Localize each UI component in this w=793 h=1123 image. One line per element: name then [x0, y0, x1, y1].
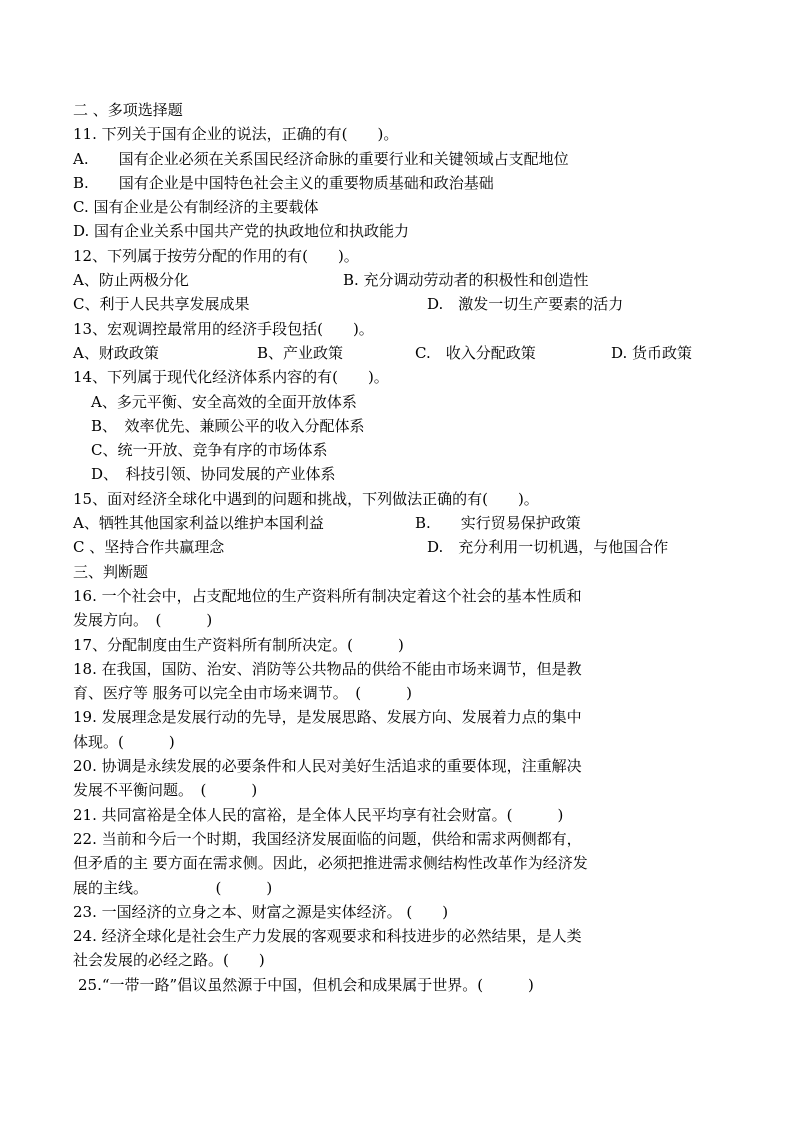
question-16-line-2: 发展方向。 ( ): [73, 611, 213, 630]
question-18-line-2: 育、医疗等 服务可以完全由市场来调节。 ( ): [73, 684, 412, 703]
question-23: 23. 一国经济的立身之本、财富之源是实体经济。 ( ): [73, 902, 449, 921]
exam-page: [73, 98, 723, 997]
question-11-option-d: D. 国有企业关系中国共产党的执政地位和执政能力: [73, 222, 410, 241]
question-15-stem: 15、面对经济全球化中遇到的问题和挑战，下列做法正确的有( )。: [73, 489, 539, 508]
option-text: 国有企业是中国特色社会主义的重要物质基础和政治基础: [118, 173, 494, 192]
question-12-option-a: A、防止两极分化: [73, 271, 189, 290]
question-21: 21. 共同富裕是全体人民的富裕，是全体人民平均享有社会财富。( ): [73, 805, 564, 824]
question-24-line-2: 社会发展的必经之路。( ): [73, 951, 265, 970]
question-16-line-1: 16. 一个社会中，占支配地位的生产资料所有制决定着这个社会的基本性质和: [73, 586, 582, 605]
question-15-option-d: D. 充分利用一切机遇，与他国合作: [427, 538, 669, 557]
question-13-options-row: [73, 341, 723, 365]
question-13-option-d: D. 货币政策: [611, 343, 693, 362]
question-25: 25.“一带一路”倡议虽然源于中国，但机会和成果属于世界。( ): [78, 975, 534, 994]
question-20-line-1: 20. 协调是永续发展的必要条件和人民对美好生活追求的重要体现，注重解决: [73, 757, 582, 776]
question-22-line-1: 22. 当前和今后一个时期，我国经济发展面临的问题，供给和需求两侧都有，: [73, 829, 582, 848]
question-12-option-c: C、利于人民共享发展成果: [73, 295, 250, 314]
question-11-option-b: [73, 171, 723, 195]
question-18-line-1: 18. 在我国，国防、治安、消防等公共物品的供给不能由市场来调节，但是教: [73, 659, 582, 678]
question-22-line-2: 但矛盾的主 要方面在需求侧。因此，必须把推进需求侧结构性改革作为经济发: [73, 854, 588, 873]
question-12-option-d: D. 激发一切生产要素的活力: [427, 295, 624, 314]
question-11-option-c: C. 国有企业是公有制经济的主要载体: [73, 198, 319, 217]
option-key: B.: [73, 173, 89, 192]
question-14-option-b: B、 效率优先、兼顾公平的收入分配体系: [91, 416, 365, 435]
question-14-option-c: C、统一开放、竞争有序的市场体系: [91, 441, 328, 460]
question-13-option-a: A、财政政策: [73, 343, 159, 362]
question-20-line-2: 发展不平衡问题。 ( ): [73, 781, 258, 800]
question-17: 17、分配制度由生产资料所有制所决定。( ): [73, 635, 404, 654]
question-19-line-1: 19. 发展理念是发展行动的先导，是发展思路、发展方向、发展着力点的集中: [73, 708, 582, 727]
question-13-stem: 13、宏观调控最常用的经济手段包括( )。: [73, 319, 374, 338]
question-11-option-a: [73, 147, 723, 171]
section-title-multiple-choice: 二 、多项选择题: [73, 101, 183, 119]
question-11-stem: 11. 下列关于国有企业的说法，正确的有( )。: [73, 125, 399, 144]
section-title-true-false: 三、判断题: [73, 562, 149, 581]
question-12-options-row-1: [73, 268, 723, 292]
question-13-option-c: C. 收入分配政策: [415, 343, 536, 362]
question-15-option-c: C 、坚持合作共赢理念: [73, 538, 225, 557]
question-12-options-row-2: [73, 292, 723, 316]
question-14-option-a: A、多元平衡、安全高效的全面开放体系: [91, 392, 357, 411]
question-13-option-b: B、产业政策: [257, 343, 344, 362]
question-15-option-b: B. 实行贸易保护政策: [415, 514, 581, 533]
question-22-line-3: 展的主线。 ( ): [73, 878, 273, 897]
option-text: 国有企业必须在关系国民经济命脉的重要行业和关键领域占支配地位: [118, 149, 569, 168]
question-14-option-d: D、 科技引领、协同发展的产业体系: [91, 465, 336, 484]
question-15-option-a: A、牺牲其他国家利益以维护本国利益: [73, 514, 324, 533]
question-12-option-b: B. 充分调动劳动者的积极性和创造性: [343, 271, 589, 290]
question-14-stem: 14、下列属于现代化经济体系内容的有( )。: [73, 368, 389, 387]
question-12-stem: 12、下列属于按劳分配的作用的有( )。: [73, 246, 359, 265]
question-19-line-2: 体现。( ): [73, 732, 175, 751]
question-15-options-row-2: [73, 535, 723, 559]
question-15-options-row-1: [73, 511, 723, 535]
option-key: A.: [73, 149, 89, 168]
question-24-line-1: 24. 经济全球化是社会生产力发展的客观要求和科技进步的必然结果，是人类: [73, 927, 582, 946]
